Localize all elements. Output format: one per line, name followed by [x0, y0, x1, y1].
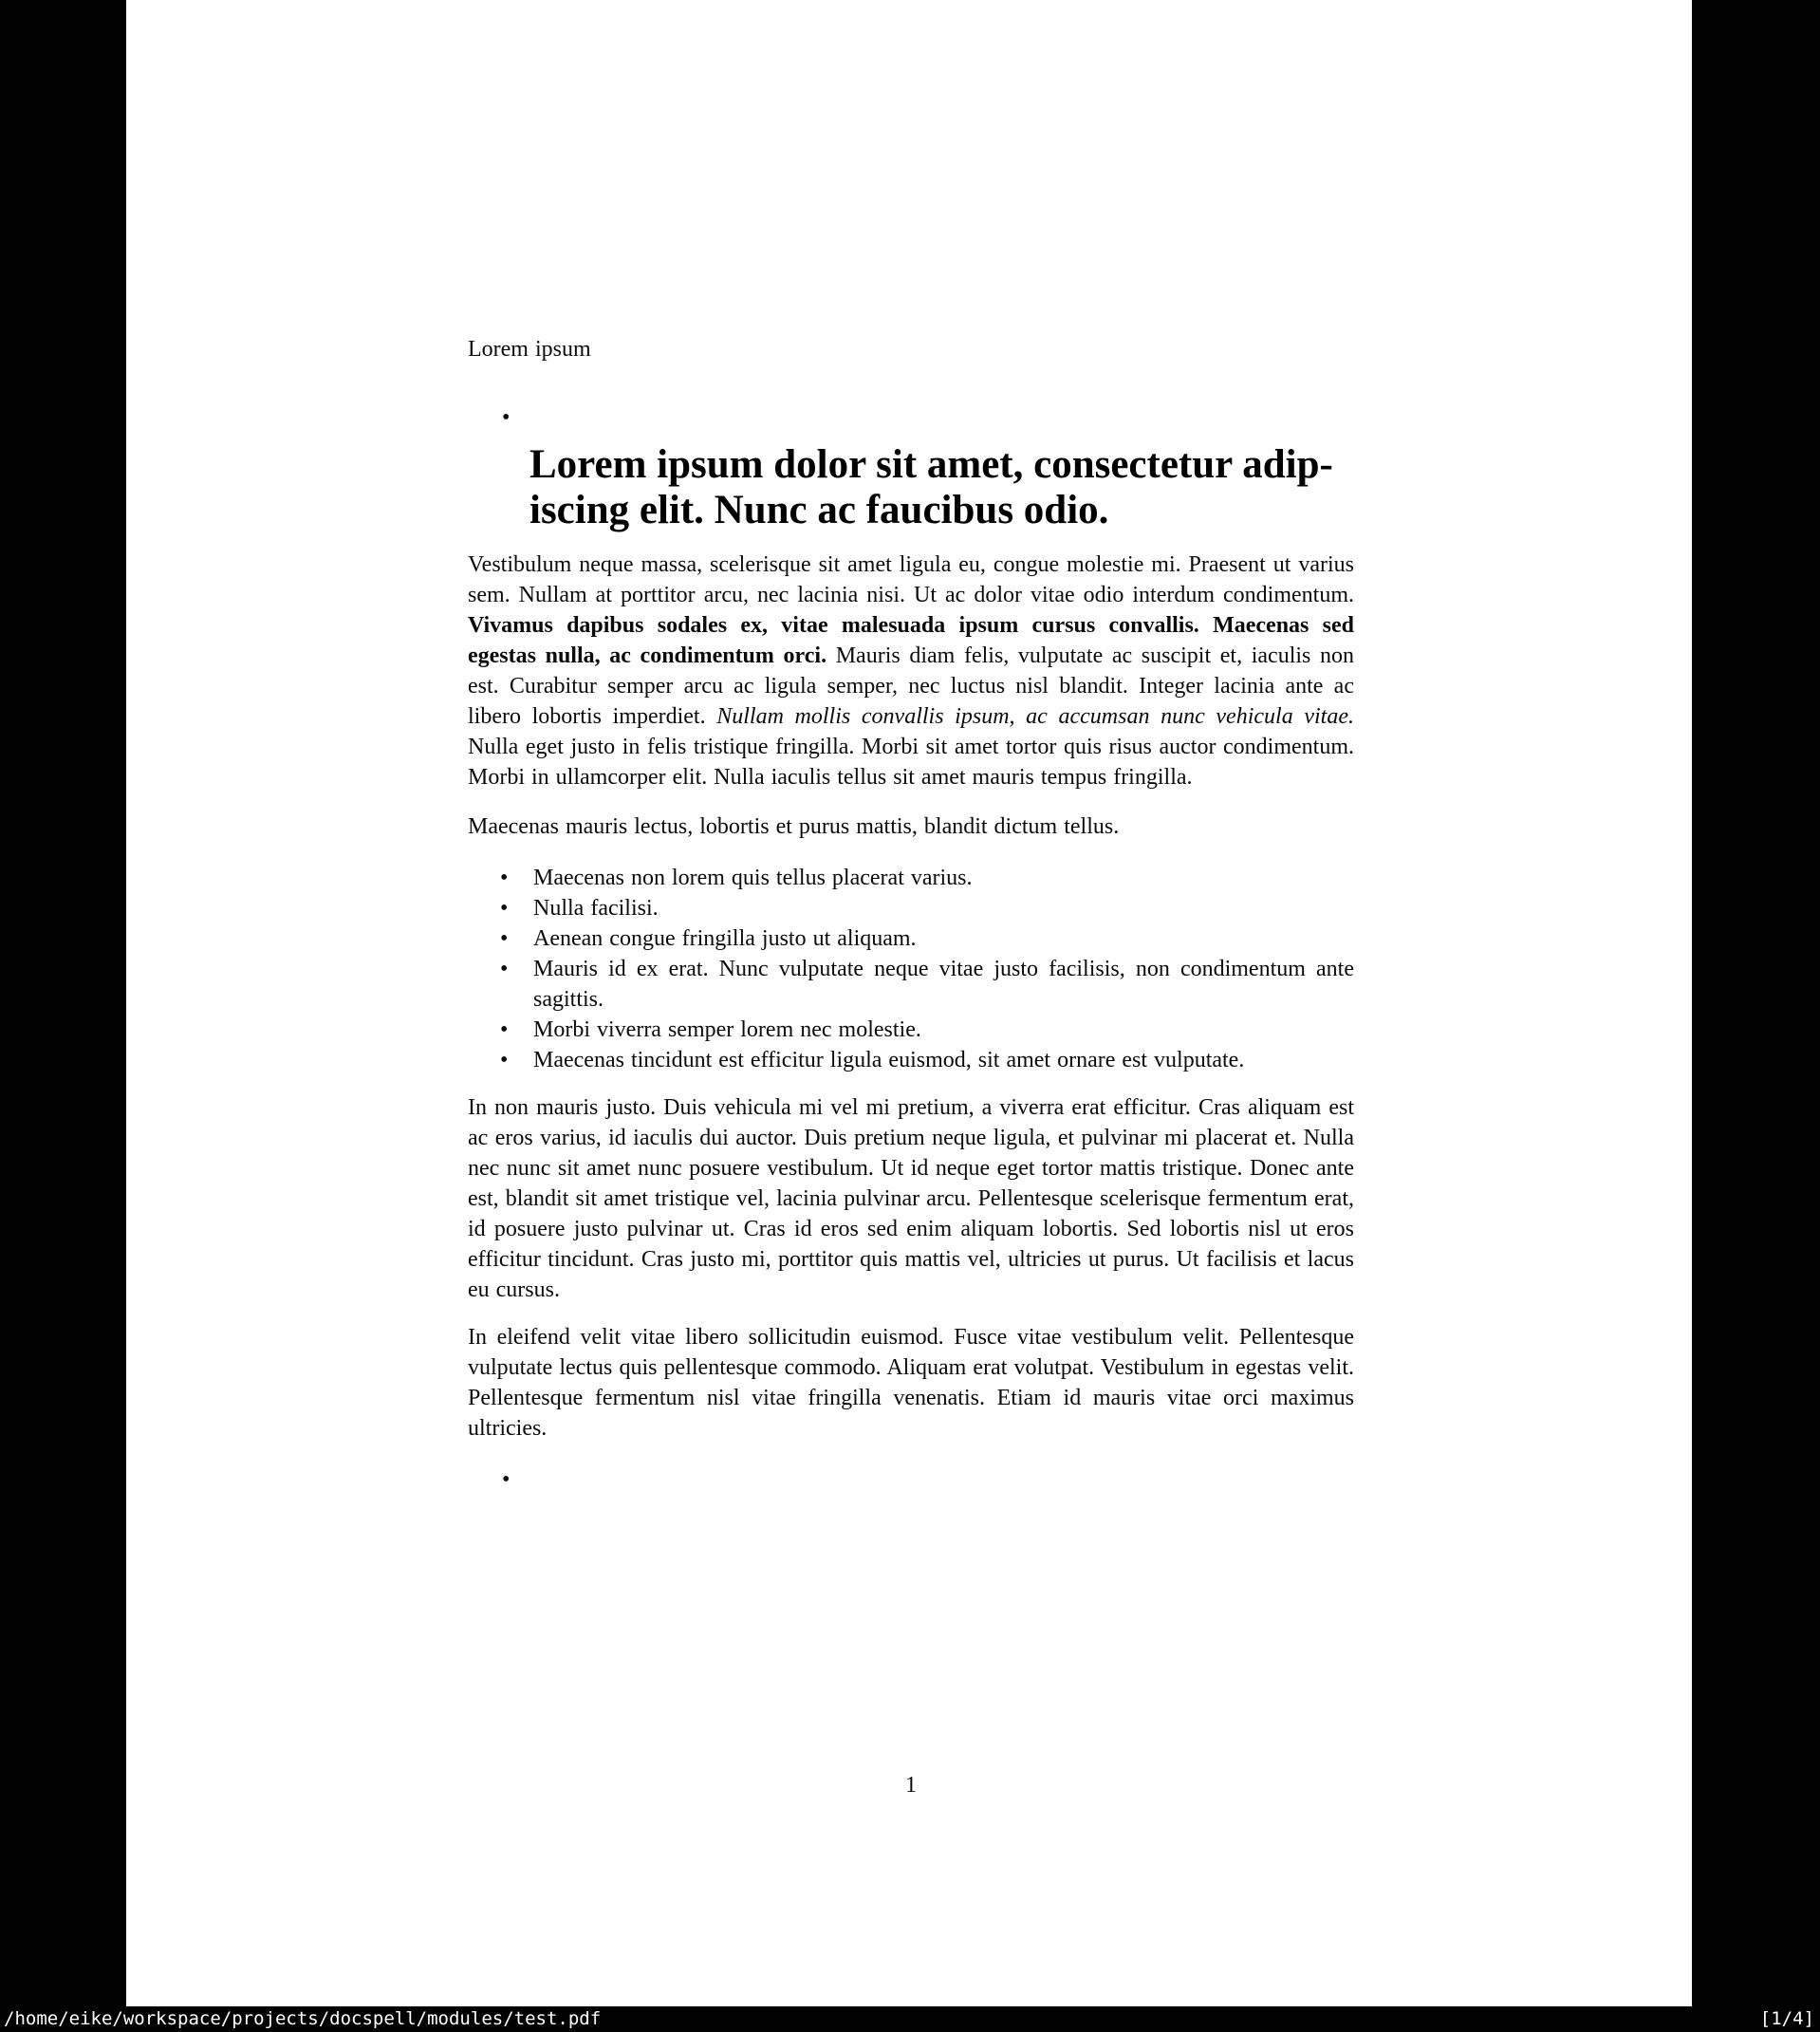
text-segment-italic: Nullam mollis convallis ipsum, ac accumsan nunc vehicula vitae. [716, 704, 1354, 729]
bullet-icon: • [502, 1467, 511, 1492]
list-item-text: Aenean congue fringilla justo ut aliquam. [533, 926, 917, 951]
paragraph-vestibulum [468, 550, 1354, 792]
text-segment-normal: Mauris diam felis, vulputate ac suscipit et, iaculis non est. Curabitur semper arcu ac ligula semper, nec luctus nisl blandit. Integer lacinia ante ac libero lobortis imperdiet. [468, 643, 1355, 729]
text-segment-normal: Nulla eget justo in felis tristique fringilla. Morbi sit amet tortor quis risus auctor condimentum. Morbi in ullamcorper elit. Nulla iaculis tellus sit amet mauris tempus fringilla. [468, 735, 1354, 790]
list-item [468, 954, 1354, 1015]
bullet-icon: • [502, 405, 511, 430]
text-segment-bold: Vivamus dapibus sodales ex, vitae malesuada ipsum cursus convallis. Maecenas sed egestas nulla, ac condimentum orci. [468, 613, 1354, 668]
list-item-text: Morbi viverra semper lorem nec molestie. [533, 1017, 921, 1042]
section-heading [529, 442, 1354, 533]
bullet-list [468, 863, 1354, 1075]
list-item [468, 1045, 1354, 1075]
bullet-icon: • [500, 1017, 509, 1042]
empty-list-item-bottom [468, 1464, 1354, 1495]
paragraph-in-eleifend: In eleifend velit vitae libero sollicitudin euismod. Fusce vitae vestibulum velit. Pellentesque vulputate lectus quis pellentesque commodo. Aliquam erat volutpat. Vestibulum in egestas velit. Pellentesque fermentum nisl vitae fringilla venenatis. Etiam id mauris vitae orci maximus ultricies. [468, 1325, 1354, 1441]
intro-line: Lorem ipsum [468, 337, 591, 362]
paragraph-in-non: In non mauris justo. Duis vehicula mi vel mi pretium, a viverra erat efficitur. Cras aliquam est ac eros varius, id iaculis dui auctor. Duis pretium neque ligula, et pulvinar mi placerat et. Nulla nec nunc sit amet nunc posuere vestibulum. Ut id neque eget tortor mattis tristique. Donec ante est, blandit sit amet tristique vel, lacinia pulvinar arcu. Pellentesque scelerisque fermentum erat, id posuere justo pulvinar ut. Cras id eros sed enim aliquam lobortis. Sed lobortis nisl ut eros efficitur tincidunt. Cras justo mi, porttitor quis mattis vel, ultricies ut purus. Ut facilisis et lacus eu cursus. [468, 1095, 1354, 1302]
pdf-page[interactable] [126, 0, 1692, 2006]
bullet-icon: • [500, 866, 509, 890]
list-item [468, 1015, 1354, 1045]
bullet-icon: • [500, 896, 509, 921]
list-item-text: Nulla facilisi. [533, 896, 659, 921]
section-heading-line2: iscing elit. Nunc ac faucibus odio. [529, 488, 1109, 532]
text-segment-normal: Vestibulum neque massa, scelerisque sit amet ligula eu, congue molestie mi. Praesent ut varius sem. Nullam at porttitor arcu, nec lacinia nisi. Ut ac dolor vitae odio interdum condimentum. [468, 552, 1354, 607]
page-number: 1 [905, 1773, 917, 1798]
list-item [468, 893, 1354, 923]
section-heading-line1: Lorem ipsum dolor sit amet, consectetur adip- [529, 442, 1333, 487]
page-content [468, 334, 1354, 1495]
empty-list-item-top [468, 402, 1354, 433]
statusbar [0, 2006, 1820, 2032]
list-item-text: Maecenas tincidunt est efficitur ligula euismod, sit amet ornare est vulputate. [533, 1048, 1245, 1072]
bullet-icon: • [500, 926, 509, 951]
list-item-text: Maecenas non lorem quis tellus placerat varius. [533, 866, 973, 890]
bullet-icon: • [500, 1048, 509, 1072]
list-item [468, 863, 1354, 893]
statusbar-file-path: /home/eike/workspace/projects/docspell/modules/test.pdf [4, 2008, 602, 2029]
bullet-icon: • [500, 957, 509, 981]
paragraph-maecenas-intro: Maecenas mauris lectus, lobortis et purus mattis, blandit dictum tellus. [468, 814, 1120, 839]
statusbar-page-indicator: [1/4] [1759, 2008, 1814, 2029]
list-item-text: Mauris id ex erat. Nunc vulputate neque vitae justo facilisis, non condimentum ante sagittis. [533, 957, 1354, 1012]
list-item [468, 923, 1354, 954]
